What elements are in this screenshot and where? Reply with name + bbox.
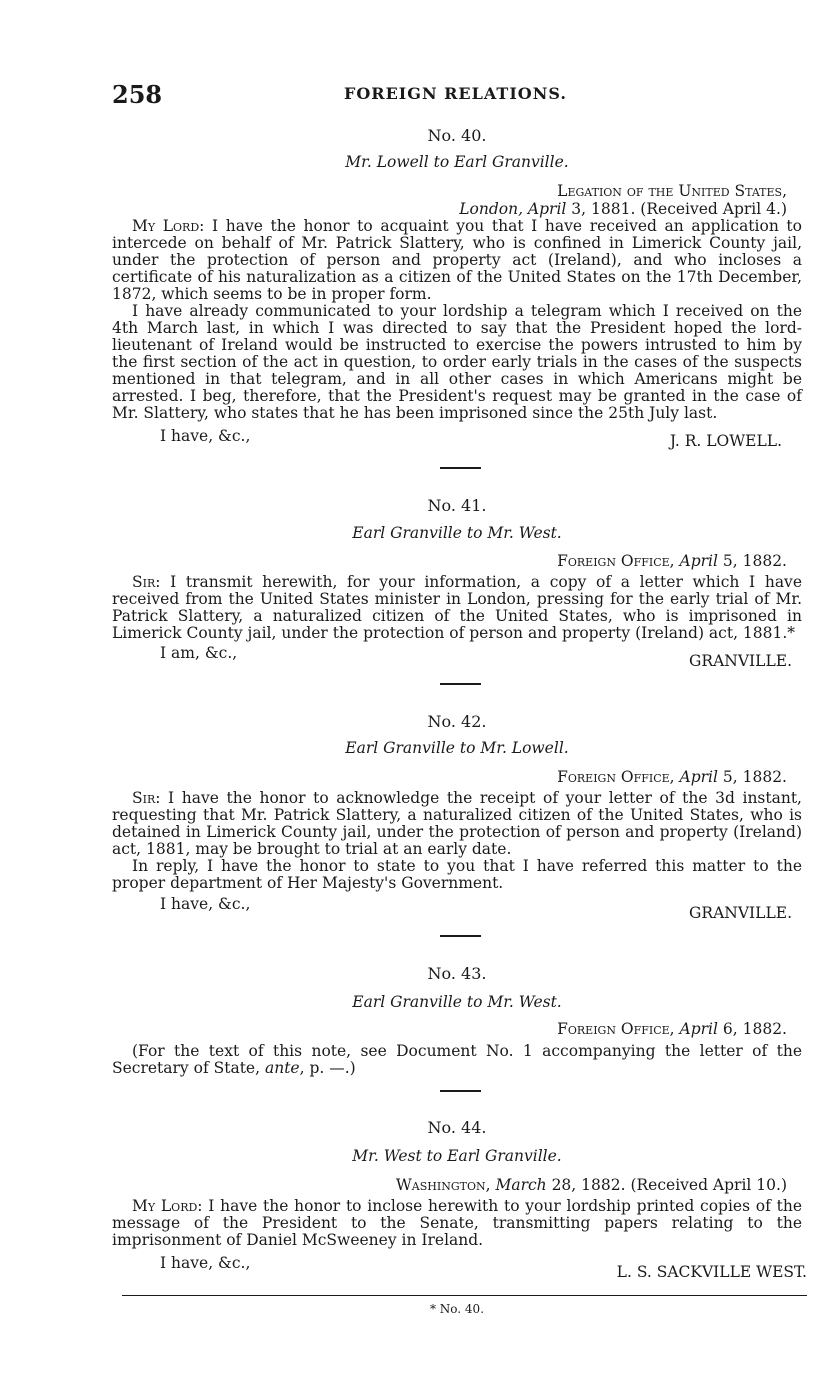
- note-italic: ante: [264, 1059, 300, 1077]
- letter-paragraph: In reply, I have the honor to state to you that I have referred this matter to the proper department of Her Majesty's Government.: [112, 857, 802, 892]
- letter-place: Washington,: [395, 1176, 491, 1194]
- letter-number: No. 42.: [427, 712, 487, 731]
- note-text: (For the text of this note, see Document No. 1 accompanying the letter of the Secretary of State,: [112, 1042, 802, 1077]
- dateline-italic: London, April: [459, 200, 567, 218]
- letter-note: [112, 1043, 802, 1077]
- letter-from-to: Earl Granville to Mr. Lowell.: [345, 739, 569, 757]
- letter-number: No. 44.: [427, 1118, 487, 1137]
- dateline-rest: 3, 1881. (Received April 4.): [566, 200, 787, 218]
- section-separator: [440, 935, 481, 937]
- dateline-italic: April: [679, 552, 718, 570]
- salutation: My Lord: [132, 1197, 198, 1215]
- letter-signature: L. S. SACKVILLE WEST.: [616, 1263, 807, 1281]
- letter-closing: I have, &c.,: [160, 427, 251, 445]
- running-header: [112, 80, 802, 108]
- letter-number: No. 41.: [427, 496, 487, 515]
- letter-from-to: Earl Granville to Mr. West.: [352, 524, 562, 542]
- dateline-rest: 5, 1882.: [717, 768, 787, 786]
- letter-dateline: [112, 200, 787, 218]
- page-number: 258: [112, 80, 163, 109]
- dateline-rest: 28, 1882. (Received April 10.): [546, 1176, 787, 1194]
- salutation: My Lord: [132, 217, 200, 235]
- running-title: FOREIGN RELATIONS.: [344, 84, 567, 103]
- section-separator: [440, 467, 481, 469]
- letter-paragraph: I have already communicated to your lordship a telegram which I received on the 4th March last, in which I was directed to say that the President hoped the lord-lieutenant of Ireland would be instructed to exercise the powers intrusted to him by the first section of the act in question, to order early trials in the cases of the suspects mentioned in that telegram, and in all other cases in which Americans might be arrested. I beg, therefore, that the President's request may be granted in the case of Mr. Slattery, who states that he has been imprisoned since the 25th July last.: [112, 302, 802, 422]
- letter-place: Foreign Office,: [557, 552, 675, 570]
- letter-paragraph: [112, 1198, 802, 1249]
- letter-dateline: [112, 1020, 787, 1038]
- letter-closing: I have, &c.,: [160, 1254, 251, 1272]
- salutation: Sir: [132, 789, 156, 807]
- salutation: Sir: [132, 573, 156, 591]
- section-separator: [440, 1090, 481, 1092]
- letter-closing: I am, &c.,: [160, 644, 238, 662]
- footnote-rule: [122, 1295, 807, 1296]
- dateline-italic: April: [679, 1020, 718, 1038]
- section-separator: [440, 683, 481, 685]
- letter-from-to: Mr. Lowell to Earl Granville.: [345, 153, 569, 171]
- letter-signature: GRANVILLE.: [689, 652, 792, 670]
- letter-signature: GRANVILLE.: [689, 904, 792, 922]
- letter-number: No. 43.: [427, 964, 487, 983]
- footnote: * No. 40.: [429, 1302, 485, 1316]
- letter-dateline: [112, 768, 787, 786]
- letter-paragraph: [112, 790, 802, 858]
- letter-number: No. 40.: [427, 126, 487, 145]
- letter-place: Foreign Office,: [557, 768, 675, 786]
- paragraph-text: : I transmit herewith, for your information, a copy of a letter which I have received from the United States minister in London, pressing for the early trial of Mr. Patrick Slattery, a naturalized citizen of the United States, who is imprisoned in Limerick County jail, under the protection of person and property (Ireland) act, 1881.*: [112, 573, 802, 642]
- note-text-end: , p. —.): [299, 1059, 356, 1077]
- dateline-rest: 6, 1882.: [717, 1020, 787, 1038]
- letter-paragraph: [112, 574, 802, 642]
- dateline-italic: April: [679, 768, 718, 786]
- letter-closing: I have, &c.,: [160, 895, 251, 913]
- dateline-rest: 5, 1882.: [717, 552, 787, 570]
- letter-place: Foreign Office,: [557, 1020, 675, 1038]
- letter-place: Legation of the United States,: [557, 182, 787, 200]
- letter-signature: J. R. LOWELL.: [669, 432, 782, 450]
- paragraph-text: : I have the honor to acquaint you that I have received an application to intercede on behalf of Mr. Patrick Slattery, who is confined in Limerick County jail, under the protection of person and property act (Ireland), and who incloses a certificate of his naturalization as a citizen of the United States on the 17th December, 1872, which seems to be in proper form.: [112, 217, 802, 303]
- letter-dateline: [112, 552, 787, 570]
- letter-from-to: Earl Granville to Mr. West.: [352, 993, 562, 1011]
- letter-dateline: [112, 1176, 787, 1194]
- letter-from-to: Mr. West to Earl Granville.: [352, 1147, 562, 1165]
- letter-paragraph: [112, 218, 802, 303]
- paragraph-text: : I have the honor to acknowledge the receipt of your letter of the 3d instant, requesting that Mr. Patrick Slattery, a naturalized citizen of the United States, who is detained in Limerick County jail, under the protection of person and property (Ireland) act, 1881, may be brought to trial at an early date.: [112, 789, 802, 858]
- paragraph-text: : I have the honor to inclose herewith to your lordship printed copies of the message of the President to the Senate, transmitting papers relating to the imprisonment of Daniel McSweeney in Ireland.: [112, 1197, 802, 1249]
- dateline-italic: March: [495, 1176, 547, 1194]
